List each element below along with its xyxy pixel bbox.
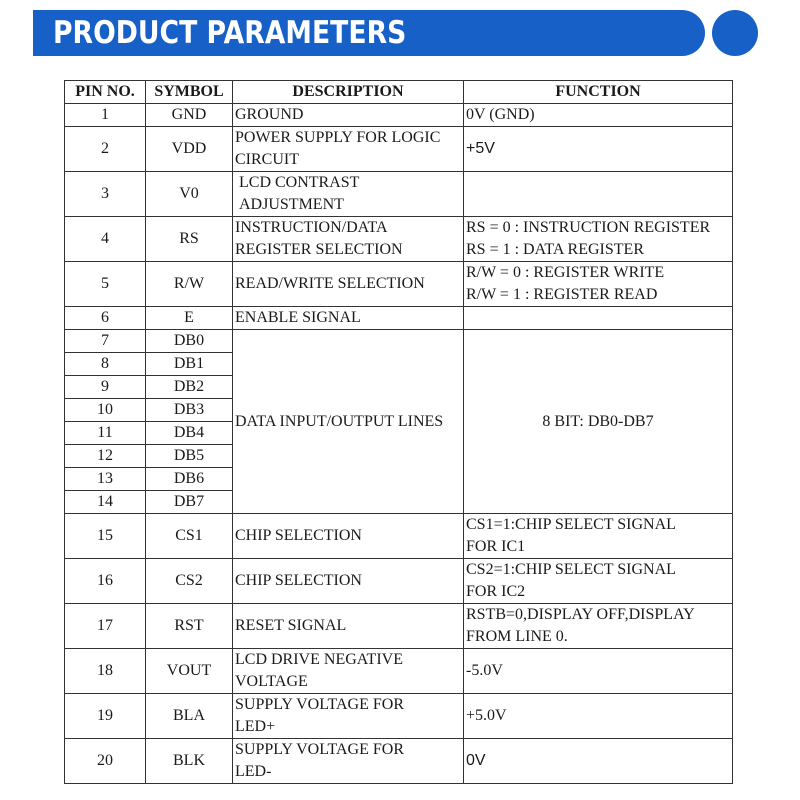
pin-number-cell: 14 — [65, 491, 146, 514]
cell-line: RESET SIGNAL — [235, 617, 347, 634]
cell-line: SUPPLY VOLTAGE FOR — [235, 696, 405, 713]
pin-number-cell: 12 — [65, 445, 146, 468]
table-row — [65, 262, 733, 307]
description-cell — [233, 694, 464, 739]
symbol-cell: E — [146, 307, 233, 330]
cell-line: LCD CONTRAST — [239, 174, 360, 191]
table-row — [65, 694, 733, 739]
description-cell — [233, 559, 464, 604]
symbol-cell: CS2 — [146, 559, 233, 604]
table-row — [65, 739, 733, 784]
function-cell — [464, 649, 733, 694]
symbol-cell: DB2 — [146, 376, 233, 399]
description-cell — [233, 262, 464, 307]
column-header-symbol: SYMBOL — [146, 81, 233, 104]
symbol-cell: BLK — [146, 739, 233, 784]
cell-line: FOR IC1 — [466, 538, 526, 555]
cell-line: CHIP SELECTION — [235, 527, 362, 544]
cell-line: LED- — [235, 763, 272, 780]
cell-line: CS1=1:CHIP SELECT SIGNAL — [466, 516, 676, 533]
description-cell — [233, 217, 464, 262]
symbol-cell: RST — [146, 604, 233, 649]
cell-line: R/W = 1 : REGISTER READ — [466, 286, 658, 303]
cell-line: CS2=1:CHIP SELECT SIGNAL — [466, 561, 676, 578]
symbol-cell: BLA — [146, 694, 233, 739]
decorative-circle — [712, 10, 758, 56]
cell-line: ENABLE SIGNAL — [235, 309, 361, 326]
pin-number-cell: 9 — [65, 376, 146, 399]
cell-line: 0V (GND) — [466, 106, 535, 123]
table-header-row — [65, 81, 733, 104]
function-cell — [464, 104, 733, 127]
symbol-cell: R/W — [146, 262, 233, 307]
function-cell — [464, 307, 733, 330]
cell-line: FOR IC2 — [466, 583, 526, 600]
table-row — [65, 217, 733, 262]
column-header-pin: PIN NO. — [65, 81, 146, 104]
symbol-cell: VDD — [146, 127, 233, 172]
pin-number-cell: 20 — [65, 739, 146, 784]
cell-line: LCD DRIVE NEGATIVE — [235, 651, 403, 668]
page-title: PRODUCT PARAMETERS — [53, 15, 407, 51]
pin-number-cell: 2 — [65, 127, 146, 172]
table-row — [65, 330, 733, 353]
symbol-cell: DB7 — [146, 491, 233, 514]
description-cell — [233, 172, 464, 217]
cell-line: +5V — [466, 140, 495, 157]
function-cell — [464, 172, 733, 217]
function-cell — [464, 262, 733, 307]
symbol-cell: DB4 — [146, 422, 233, 445]
cell-line: RS = 1 : DATA REGISTER — [466, 241, 644, 258]
column-header-function: FUNCTION — [464, 81, 733, 104]
pin-number-cell: 8 — [65, 353, 146, 376]
pin-number-cell: 18 — [65, 649, 146, 694]
header-banner — [33, 10, 705, 56]
symbol-cell: DB0 — [146, 330, 233, 353]
pin-number-cell: 5 — [65, 262, 146, 307]
description-cell — [233, 307, 464, 330]
data-lines-description-cell: DATA INPUT/OUTPUT LINES — [233, 330, 464, 514]
cell-line: POWER SUPPLY FOR LOGIC — [235, 129, 441, 146]
symbol-cell: DB5 — [146, 445, 233, 468]
cell-line: 0V — [466, 752, 486, 769]
pin-number-cell: 3 — [65, 172, 146, 217]
pin-number-cell: 7 — [65, 330, 146, 353]
symbol-cell: DB1 — [146, 353, 233, 376]
symbol-cell: VOUT — [146, 649, 233, 694]
table-row — [65, 307, 733, 330]
cell-line: +5.0V — [466, 707, 507, 724]
function-cell — [464, 559, 733, 604]
pin-number-cell: 6 — [65, 307, 146, 330]
description-cell — [233, 604, 464, 649]
symbol-cell: V0 — [146, 172, 233, 217]
pin-number-cell: 13 — [65, 468, 146, 491]
pin-number-cell: 4 — [65, 217, 146, 262]
cell-line: READ/WRITE SELECTION — [235, 275, 425, 292]
cell-line: -5.0V — [466, 662, 503, 679]
cell-line: INSTRUCTION/DATA — [235, 219, 388, 236]
table-row — [65, 604, 733, 649]
description-cell — [233, 104, 464, 127]
symbol-cell: CS1 — [146, 514, 233, 559]
function-cell — [464, 604, 733, 649]
description-cell — [233, 127, 464, 172]
cell-line: REGISTER SELECTION — [235, 241, 403, 258]
cell-line: FROM LINE 0. — [466, 628, 568, 645]
function-cell — [464, 739, 733, 784]
function-cell — [464, 127, 733, 172]
pin-number-cell: 11 — [65, 422, 146, 445]
pin-number-cell: 15 — [65, 514, 146, 559]
symbol-cell: DB3 — [146, 399, 233, 422]
function-cell — [464, 514, 733, 559]
cell-line: GROUND — [235, 106, 304, 123]
description-cell — [233, 514, 464, 559]
table-row — [65, 649, 733, 694]
cell-line: ADJUSTMENT — [239, 196, 344, 213]
cell-line: VOLTAGE — [235, 673, 308, 690]
cell-line: RS = 0 : INSTRUCTION REGISTER — [466, 219, 711, 236]
data-lines-function-cell: 8 BIT: DB0-DB7 — [464, 330, 733, 514]
pin-number-cell: 1 — [65, 104, 146, 127]
column-header-description: DESCRIPTION — [233, 81, 464, 104]
table-row — [65, 559, 733, 604]
pin-parameters-table — [64, 80, 733, 784]
cell-line: LED+ — [235, 718, 276, 735]
table-row — [65, 514, 733, 559]
table-row — [65, 104, 733, 127]
symbol-cell: DB6 — [146, 468, 233, 491]
function-cell — [464, 694, 733, 739]
cell-line: RSTB=0,DISPLAY OFF,DISPLAY — [466, 606, 695, 623]
pin-number-cell: 16 — [65, 559, 146, 604]
table-row — [65, 127, 733, 172]
symbol-cell: RS — [146, 217, 233, 262]
cell-line: SUPPLY VOLTAGE FOR — [235, 741, 405, 758]
cell-line: CHIP SELECTION — [235, 572, 362, 589]
description-cell — [233, 649, 464, 694]
pin-number-cell: 17 — [65, 604, 146, 649]
function-cell — [464, 217, 733, 262]
description-cell — [233, 739, 464, 784]
pin-number-cell: 10 — [65, 399, 146, 422]
pin-number-cell: 19 — [65, 694, 146, 739]
cell-line: R/W = 0 : REGISTER WRITE — [466, 264, 665, 281]
table-row — [65, 172, 733, 217]
symbol-cell: GND — [146, 104, 233, 127]
cell-line: CIRCUIT — [235, 151, 299, 168]
